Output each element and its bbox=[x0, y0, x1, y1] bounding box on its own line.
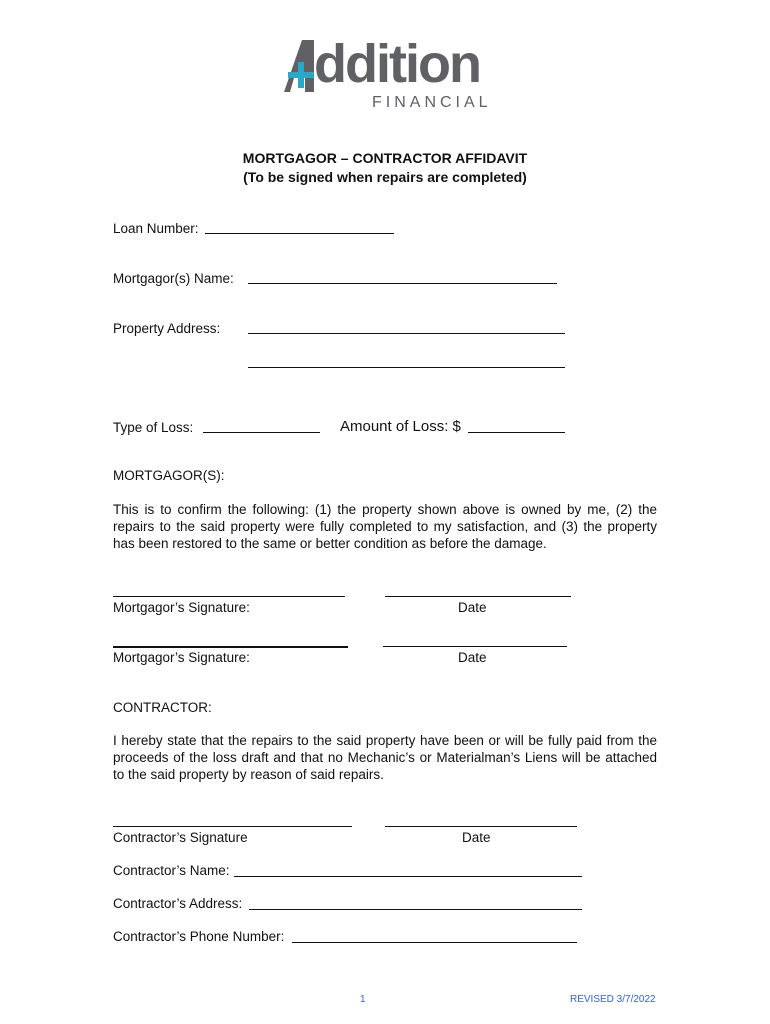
contractor-name-field[interactable] bbox=[234, 876, 582, 877]
amount-of-loss-label: Amount of Loss: $ bbox=[340, 418, 461, 435]
contractor-date-line[interactable] bbox=[385, 826, 577, 827]
mortgagor-date-line-1[interactable] bbox=[385, 596, 571, 597]
mortgagor-date-label-1: Date bbox=[458, 600, 487, 615]
document-title: MORTGAGOR – CONTRACTOR AFFIDAVIT bbox=[242, 150, 528, 166]
addition-financial-logo bbox=[270, 34, 502, 114]
page-number: 1 bbox=[360, 994, 366, 1005]
amount-of-loss-field[interactable] bbox=[468, 432, 565, 433]
mortgagor-section-heading: MORTGAGOR(S): bbox=[113, 468, 225, 483]
mortgagor-signature-line-2[interactable] bbox=[113, 646, 348, 648]
contractor-signature-label: Contractor’s Signature bbox=[113, 830, 248, 845]
contractor-address-label: Contractor’s Address: bbox=[113, 896, 243, 911]
contractor-phone-field[interactable] bbox=[292, 942, 577, 943]
property-address-field-line2[interactable] bbox=[248, 367, 565, 368]
mortgagor-signature-line-1[interactable] bbox=[113, 596, 345, 597]
loan-number-label: Loan Number: bbox=[113, 221, 199, 236]
type-of-loss-field[interactable] bbox=[203, 432, 320, 433]
mortgagor-name-label: Mortgagor(s) Name: bbox=[113, 271, 234, 286]
mortgagor-signature-label-1: Mortgagor’s Signature: bbox=[113, 600, 250, 615]
document-subtitle: (To be signed when repairs are completed) bbox=[243, 169, 527, 185]
contractor-signature-line[interactable] bbox=[113, 826, 352, 827]
logo-wordmark: ddition bbox=[314, 34, 480, 94]
contractor-address-field[interactable] bbox=[249, 909, 582, 910]
mortgagor-signature-label-2: Mortgagor’s Signature: bbox=[113, 650, 250, 665]
logo-subtitle: FINANCIAL bbox=[372, 94, 492, 111]
mortgagor-statement: This is to confirm the following: (1) the property shown above is owned by me, (2) the repairs to the said property were fully completed to my satisfaction, and (3) the property has been restored to the same or better condition as before the damage. bbox=[113, 502, 657, 551]
type-of-loss-label: Type of Loss: bbox=[113, 420, 194, 435]
logo-a-plus-icon bbox=[284, 40, 318, 92]
contractor-name-label: Contractor’s Name: bbox=[113, 863, 230, 878]
contractor-section-heading: CONTRACTOR: bbox=[113, 700, 212, 715]
mortgagor-date-label-2: Date bbox=[458, 650, 487, 665]
property-address-label: Property Address: bbox=[113, 321, 221, 336]
property-address-field-line1[interactable] bbox=[248, 333, 565, 334]
mortgagor-date-line-2[interactable] bbox=[383, 646, 567, 647]
revision-date: REVISED 3/7/2022 bbox=[570, 994, 656, 1005]
loan-number-field[interactable] bbox=[205, 233, 394, 234]
contractor-date-label: Date bbox=[462, 830, 491, 845]
contractor-phone-label: Contractor’s Phone Number: bbox=[113, 929, 285, 944]
mortgagor-name-field[interactable] bbox=[248, 283, 557, 284]
contractor-statement: I hereby state that the repairs to the said property have been or will be fully paid from the proceeds of the loss draft and that no Mechanic’s or Materialman’s Liens will be attached to the said property by reason of said repairs. bbox=[113, 733, 657, 782]
